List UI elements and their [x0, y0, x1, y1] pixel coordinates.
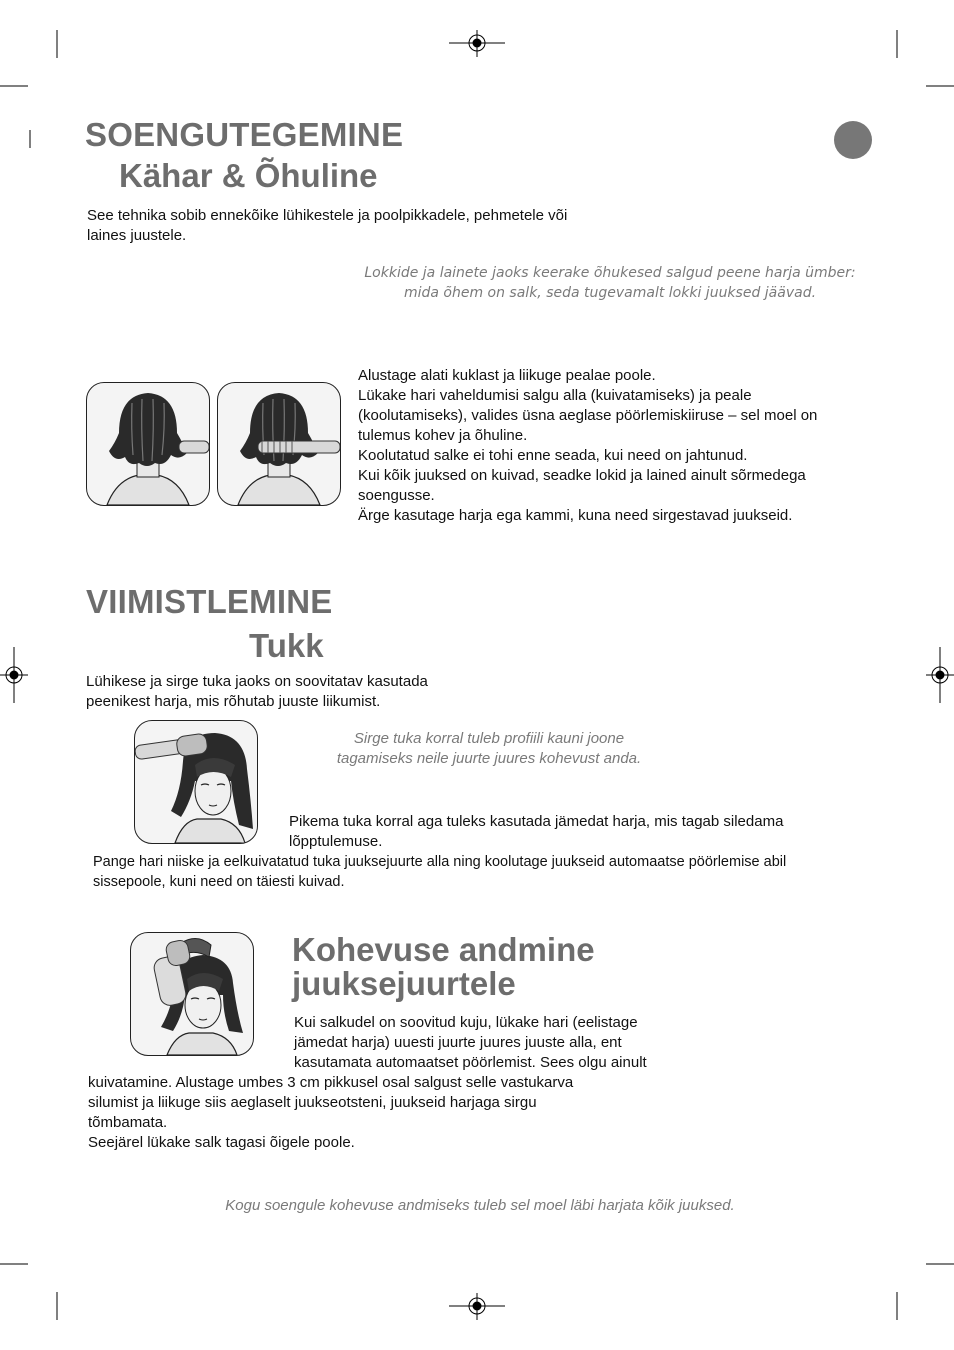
section3-full-text [88, 1073, 573, 1153]
section3-right-text [294, 1013, 647, 1073]
section2-tip-line: Sirge tuka korral tuleb profiili kauni joone [353, 730, 625, 747]
section1-intro-line: laines juustele. [87, 227, 187, 244]
section3-footer-tip: Kogu soengule kohevuse andmiseks tuleb sel moel läbi harjata kõik juuksed. [225, 1197, 735, 1214]
back-of-head-icon [218, 383, 340, 505]
section1-title: SOENGUTEGEMINE [85, 116, 404, 153]
section2-tip [300, 729, 678, 769]
section2-instruction-line: Pange hari niiske ja eelkuivatatud tuka juuksejuurte alla ning koolutage juukseid automaatse pöörlemise abil [93, 854, 787, 870]
section1-step-line: Lükake hari vaheldumisi salgu alla (kuivatamiseks) ja peale [358, 387, 752, 404]
section1-subtitle: Kähar & Õhuline [119, 157, 378, 194]
section1-intro-line: See tehnika sobib ennekõike lühikestele ja poolpikkadele, pehmetele või [87, 207, 568, 224]
section2-tip-line: tagamiseks neile juurte juures kohevust anda. [336, 750, 642, 767]
section3-full-line: silumist ja liikuge siis aeglaselt juukseotsteni, juukseid harjaga sirgu [88, 1094, 537, 1111]
section2-intro [86, 672, 428, 712]
section3-full-line: Seejärel lükake salk tagasi õigele poole. [88, 1134, 355, 1151]
section1-step-line: Ärge kasutage harja ega kammi, kuna need sirgestavad juukseid. [358, 507, 793, 524]
section2-subtitle: Tukk [249, 627, 324, 664]
section3-title-line: juuksejuurtele [292, 965, 516, 1002]
language-badge [834, 121, 872, 159]
section2-title: VIIMISTLEMINE [86, 583, 333, 620]
section2-long-line: lõpptulemuse. [289, 833, 383, 850]
section1-step-line: Alustage alati kuklast ja liikuge pealae poole. [358, 367, 656, 384]
section2-instruction-line: sissepoole, kuni need on täiesti kuivad. [93, 874, 345, 890]
section2-intro-line: peenikest harja, mis rõhutab juuste liikumist. [86, 693, 381, 710]
woman-fringe-icon [135, 721, 257, 843]
section1-step-line: Kui kõik juuksed on kuivad, seadke lokid ja lained ainult sõrmedega [358, 467, 806, 484]
section2-long-fringe [289, 812, 783, 852]
section3-right-line: Kui salkudel on soovitud kuju, lükake hari (eelistage [294, 1014, 638, 1031]
registration-mark-right [926, 647, 954, 703]
section3-full-line: kuivatamine. Alustage umbes 3 cm pikkusel osal salgust selle vastukarva [88, 1074, 574, 1091]
section3-right-line: jämedat harja) uuesti juurte juures juuste alla, ent [294, 1034, 622, 1051]
section2-intro-line: Lühikese ja sirge tuka jaoks on soovitatav kasutada [86, 673, 428, 690]
section2-long-line: Pikema tuka korral aga tuleks kasutada jämedat harja, mis tagab siledama [289, 813, 784, 830]
section1-step-line: tulemus kohev ja õhuline. [358, 427, 528, 444]
section3-title [292, 933, 595, 1001]
section1-tip-line: mida õhem on salk, seda tugevamalt lokki juuksed jäävad. [403, 285, 817, 301]
back-of-head-icon [87, 383, 209, 505]
section1-tip-line: Lokkide ja lainete jaoks keerake õhukesed salgud peene harja ümber: [364, 265, 856, 281]
section1-step-line: Koolutatud salke ei tohi enne seada, kui need on jahtunud. [358, 447, 748, 464]
woman-root-volume-icon [131, 933, 253, 1055]
section1-intro [87, 206, 567, 246]
registration-mark-left [0, 647, 28, 703]
section3-full-line: tõmbamata. [88, 1114, 168, 1131]
registration-mark-bottom [449, 1293, 505, 1320]
registration-mark-top [449, 30, 505, 57]
back-of-head-illustration-1 [86, 382, 210, 506]
section1-tip [360, 263, 860, 303]
fringe-brushing-illustration [134, 720, 258, 844]
section2-instruction [93, 852, 786, 892]
section1-steps [358, 366, 817, 526]
section3-title-line: Kohevuse andmine [292, 931, 595, 968]
section3-right-line: kasutamata automaatset pöörlemist. Sees olgu ainult [294, 1054, 647, 1071]
back-of-head-illustration-2 [217, 382, 341, 506]
section1-step-line: soengusse. [358, 487, 435, 504]
root-volume-illustration [130, 932, 254, 1056]
section1-step-line: (koolutamiseks), valides üsna aeglase pöörlemiskiiruse – sel moel on [358, 407, 818, 424]
